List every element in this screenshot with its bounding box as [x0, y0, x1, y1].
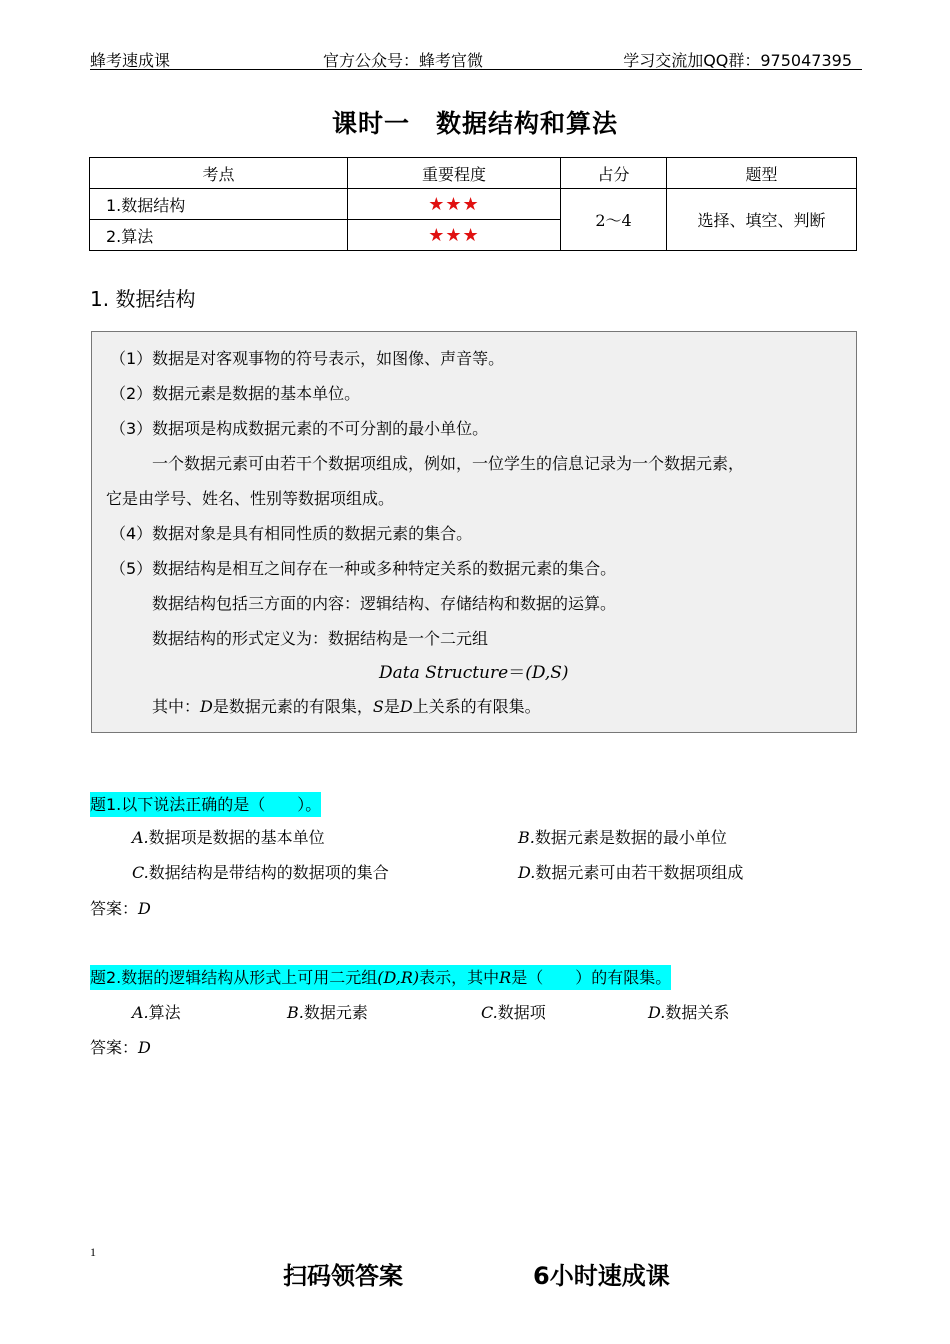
definition-line: （3）数据项是构成数据元素的不可分割的最小单位。	[110, 419, 489, 438]
table-header-importance: 重要程度	[348, 158, 561, 189]
definition-line: （5）数据结构是相互之间存在一种或多种特定关系的数据元素的集合。	[110, 559, 617, 578]
option-letter: B.	[518, 828, 535, 847]
option-letter: D.	[648, 1003, 666, 1022]
definition-line: （4）数据对象是具有相同性质的数据元素的集合。	[110, 524, 473, 543]
table-row	[90, 189, 857, 220]
text-segment: 是	[383, 697, 400, 716]
definition-line: （1）数据是对客观事物的符号表示，如图像、声音等。	[110, 349, 505, 368]
option-text: 数据结构是带结构的数据项的集合	[148, 863, 389, 882]
option-letter: D.	[518, 863, 536, 882]
question-2-stem	[90, 965, 671, 988]
math-expr: (D,R)	[377, 968, 420, 987]
page-header	[90, 44, 862, 70]
question-2-answer	[90, 1035, 151, 1058]
question-1-option-b	[518, 825, 727, 848]
table-header-type: 题型	[667, 158, 857, 189]
question-1-stem	[90, 792, 321, 815]
footer-qr-answer-text: 扫码领答案	[283, 1262, 403, 1290]
option-text: 数据元素是数据的最小单位	[534, 828, 727, 847]
definition-line: 数据结构的形式定义为：数据结构是一个二元组	[152, 629, 489, 648]
option-text: 数据项是数据的基本单位	[148, 828, 325, 847]
formula-rhs: (D,S)	[525, 663, 569, 683]
header-course-name: 蜂考速成课	[90, 51, 171, 70]
summary-table	[89, 157, 857, 251]
question-stem-highlight: 题1.以下说法正确的是（ ）。	[90, 792, 321, 817]
definition-line	[152, 694, 541, 717]
question-1-answer	[90, 896, 151, 919]
text-segment: 是数据元素的有限集，	[212, 697, 373, 716]
star-rating: ★★★	[428, 193, 480, 215]
option-letter: C.	[481, 1003, 498, 1022]
math-var: R	[499, 968, 512, 987]
answer-label: 答案：	[90, 1038, 139, 1057]
option-letter: C.	[132, 863, 149, 882]
table-header-row	[90, 158, 857, 189]
definition-line: 数据结构包括三方面的内容：逻辑结构、存储结构和数据的运算。	[152, 594, 617, 613]
importance-cell	[348, 220, 561, 251]
importance-cell	[348, 189, 561, 220]
math-var: D	[399, 697, 413, 716]
table-header-score: 占分	[561, 158, 667, 189]
text-segment: 题2.数据的逻辑结构从形式上可用二元组	[90, 968, 378, 987]
formula-eq: ＝	[508, 663, 526, 683]
question-stem-highlight	[90, 965, 671, 990]
option-text: 数据关系	[665, 1003, 730, 1022]
definition-line: 它是由学号、姓名、性别等数据项组成。	[106, 489, 395, 508]
option-text: 数据元素	[303, 1003, 368, 1022]
text-segment: 表示，其中	[419, 968, 500, 987]
option-letter: B.	[287, 1003, 304, 1022]
question-1-option-c	[132, 860, 389, 883]
score-cell: 2～4	[561, 189, 667, 251]
topic-cell: 2.算法	[90, 220, 348, 251]
formula	[379, 658, 569, 683]
question-2-option-b	[287, 1000, 368, 1023]
section-title: 1. 数据结构	[90, 287, 196, 311]
page-title: 课时一 数据结构和算法	[331, 109, 618, 138]
star-rating: ★★★	[428, 224, 480, 246]
formula-lhs: Data Structure	[379, 663, 509, 683]
definition-line: （2）数据元素是数据的基本单位。	[110, 384, 361, 403]
question-2-option-a	[132, 1000, 181, 1023]
answer-value: D	[138, 1038, 151, 1057]
option-letter: A.	[132, 828, 149, 847]
header-wechat: 官方公众号：蜂考官微	[323, 51, 484, 70]
header-qq-group: 学习交流加QQ群：975047395	[623, 51, 852, 70]
option-text: 算法	[148, 1003, 181, 1022]
topic-cell: 1.数据结构	[90, 189, 348, 220]
answer-value: D	[138, 899, 151, 918]
option-text: 数据项	[497, 1003, 546, 1022]
question-1-option-a	[132, 825, 325, 848]
option-text: 数据元素可由若干数据项组成	[535, 863, 744, 882]
question-2-option-c	[481, 1000, 546, 1023]
text-segment: 是（ ）的有限集。	[511, 968, 672, 987]
definition-box	[91, 331, 857, 733]
footer-course-text: 6小时速成课	[533, 1262, 670, 1290]
math-var: D	[200, 697, 213, 716]
question-2-option-d	[648, 1000, 729, 1023]
text-segment: 上关系的有限集。	[412, 697, 541, 716]
option-letter: A.	[132, 1003, 149, 1022]
page-number: 1	[90, 1245, 96, 1259]
question-type-cell: 选择、填空、判断	[667, 189, 857, 251]
math-var: S	[372, 697, 384, 716]
text-segment: 其中：	[152, 697, 201, 716]
question-1-option-d	[518, 860, 743, 883]
definition-line: 一个数据元素可由若干个数据项组成，例如，一位学生的信息记录为一个数据元素，	[152, 454, 745, 473]
table-header-topic: 考点	[90, 158, 348, 189]
answer-label: 答案：	[90, 899, 139, 918]
